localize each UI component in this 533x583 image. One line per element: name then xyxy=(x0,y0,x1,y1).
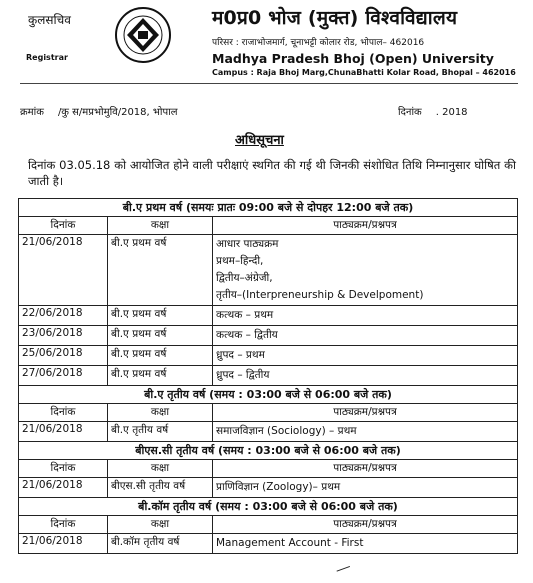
university-logo xyxy=(114,6,172,64)
section-title: बी.ए तृतीय वर्ष (समय : 03:00 बजे से 06:00 बजे तक) xyxy=(19,386,518,404)
exam-date: 21/06/2018 xyxy=(19,534,108,554)
column-header-date: दिनांक xyxy=(19,217,108,235)
paper-line: प्रथम–हिन्दी, xyxy=(216,255,264,267)
exam-date: 27/06/2018 xyxy=(19,366,108,386)
paper-line: द्वितीय–अंग्रेजी, xyxy=(216,272,273,284)
exam-date: 22/06/2018 xyxy=(19,306,108,326)
section-title: बी.ए प्रथम वर्ष (समयः प्रातः 09:00 बजे से दोपहर 12:00 बजे तक) xyxy=(19,199,518,217)
header-divider xyxy=(20,83,518,84)
exam-date: 23/06/2018 xyxy=(19,326,108,346)
exam-paper xyxy=(213,235,518,306)
exam-paper xyxy=(213,326,518,346)
issue-date xyxy=(398,104,468,118)
section-title: बी.कॉम तृतीय वर्ष (समय : 03:00 बजे से 06:00 बजे तक) xyxy=(19,498,518,516)
exam-paper xyxy=(213,366,518,386)
paper-line: Management Account - First xyxy=(216,537,364,549)
reference-label: क्रमांक xyxy=(20,107,44,118)
paper-line: कत्थक – द्वितीय xyxy=(216,329,278,341)
exam-class: बी.ए प्रथम वर्ष xyxy=(108,346,213,366)
column-header-class: कक्षा xyxy=(108,516,213,534)
section-title-row xyxy=(19,442,518,460)
table-row xyxy=(19,534,518,554)
exam-schedule-table xyxy=(18,198,518,554)
exam-date: 21/06/2018 xyxy=(19,478,108,498)
notice-heading: अधिसूचना xyxy=(235,133,284,148)
column-header-paper: पाठ्यक्रम/प्रश्नपत्र xyxy=(213,516,518,534)
date-value: . 2018 xyxy=(435,107,468,118)
exam-paper xyxy=(213,534,518,554)
column-header-class: कक्षा xyxy=(108,217,213,235)
column-header-paper: पाठ्यक्रम/प्रश्नपत्र xyxy=(213,460,518,478)
column-header-class: कक्षा xyxy=(108,404,213,422)
paper-line: तृतीय–(Interpreneurship & Develpoment) xyxy=(216,289,424,301)
exam-paper xyxy=(213,346,518,366)
exam-class: बी.ए प्रथम वर्ष xyxy=(108,326,213,346)
paper-line: ध्रुपद – द्वितीय xyxy=(216,369,270,381)
exam-paper xyxy=(213,478,518,498)
university-address-english: Campus : Raja Bhoj Marg,ChunaBhatti Kolar Road, Bhopal – 462016 xyxy=(212,68,516,77)
column-header-row xyxy=(19,217,518,235)
section-title: बीएस.सी तृतीय वर्ष (समय : 03:00 बजे से 06:00 बजे तक) xyxy=(19,442,518,460)
exam-class: बी.ए प्रथम वर्ष xyxy=(108,235,213,306)
table-row xyxy=(19,478,518,498)
notice-body: दिनांक 03.05.18 को आयोजित होने वाली परीक्षाएं स्थगित की गई थी जिनकी संशोधित तिथि निम्नानुसार घोषित की जाती है। xyxy=(28,158,516,188)
column-header-date: दिनांक xyxy=(19,516,108,534)
date-label: दिनांक xyxy=(398,107,422,118)
university-name-english: Madhya Pradesh Bhoj (Open) University xyxy=(212,51,494,66)
exam-paper xyxy=(213,306,518,326)
paper-line: कत्थक – प्रथम xyxy=(216,309,274,321)
reference-number xyxy=(20,104,178,118)
section-title-row xyxy=(19,199,518,217)
exam-date: 25/06/2018 xyxy=(19,346,108,366)
column-header-date: दिनांक xyxy=(19,404,108,422)
signature-mark xyxy=(337,566,354,581)
university-name-hindi: म0प्र0 भोज (मुक्त) विश्वविद्यालय xyxy=(212,7,458,29)
table-row xyxy=(19,366,518,386)
exam-class: बी.कॉम तृतीय वर्ष xyxy=(108,534,213,554)
exam-class: बी.ए प्रथम वर्ष xyxy=(108,366,213,386)
table-row xyxy=(19,346,518,366)
paper-line: ध्रुपद – प्रथम xyxy=(216,349,265,361)
column-header-row xyxy=(19,404,518,422)
column-header-paper: पाठ्यक्रम/प्रश्नपत्र xyxy=(213,404,518,422)
column-header-date: दिनांक xyxy=(19,460,108,478)
table-row xyxy=(19,422,518,442)
table-row xyxy=(19,306,518,326)
paper-line: समाजविज्ञान (Sociology) – प्रथम xyxy=(216,425,357,437)
section-title-row xyxy=(19,386,518,404)
exam-date: 21/06/2018 xyxy=(19,235,108,306)
exam-class: बी.ए तृतीय वर्ष xyxy=(108,422,213,442)
registrar-title-english: Registrar xyxy=(26,53,68,62)
paper-line: आधार पाठ्यक्रम xyxy=(216,238,279,250)
column-header-row xyxy=(19,460,518,478)
section-title-row xyxy=(19,498,518,516)
registrar-title-hindi: कुलसचिव xyxy=(28,13,71,27)
university-address-hindi: परिसर : राजाभोजमार्ग, चूनाभट्टी कोलार रोड, भोपाल– 462016 xyxy=(212,38,425,48)
exam-class: बीएस.सी तृतीय वर्ष xyxy=(108,478,213,498)
paper-line: प्राणिविज्ञान (Zoology)– प्रथम xyxy=(216,481,341,493)
table-row xyxy=(19,326,518,346)
reference-value: /कु स/मप्रभोमुवि/2018, भोपाल xyxy=(57,107,178,118)
table-row xyxy=(19,235,518,306)
exam-class: बी.ए प्रथम वर्ष xyxy=(108,306,213,326)
column-header-paper: पाठ्यक्रम/प्रश्नपत्र xyxy=(213,217,518,235)
exam-date: 21/06/2018 xyxy=(19,422,108,442)
exam-paper xyxy=(213,422,518,442)
column-header-row xyxy=(19,516,518,534)
column-header-class: कक्षा xyxy=(108,460,213,478)
